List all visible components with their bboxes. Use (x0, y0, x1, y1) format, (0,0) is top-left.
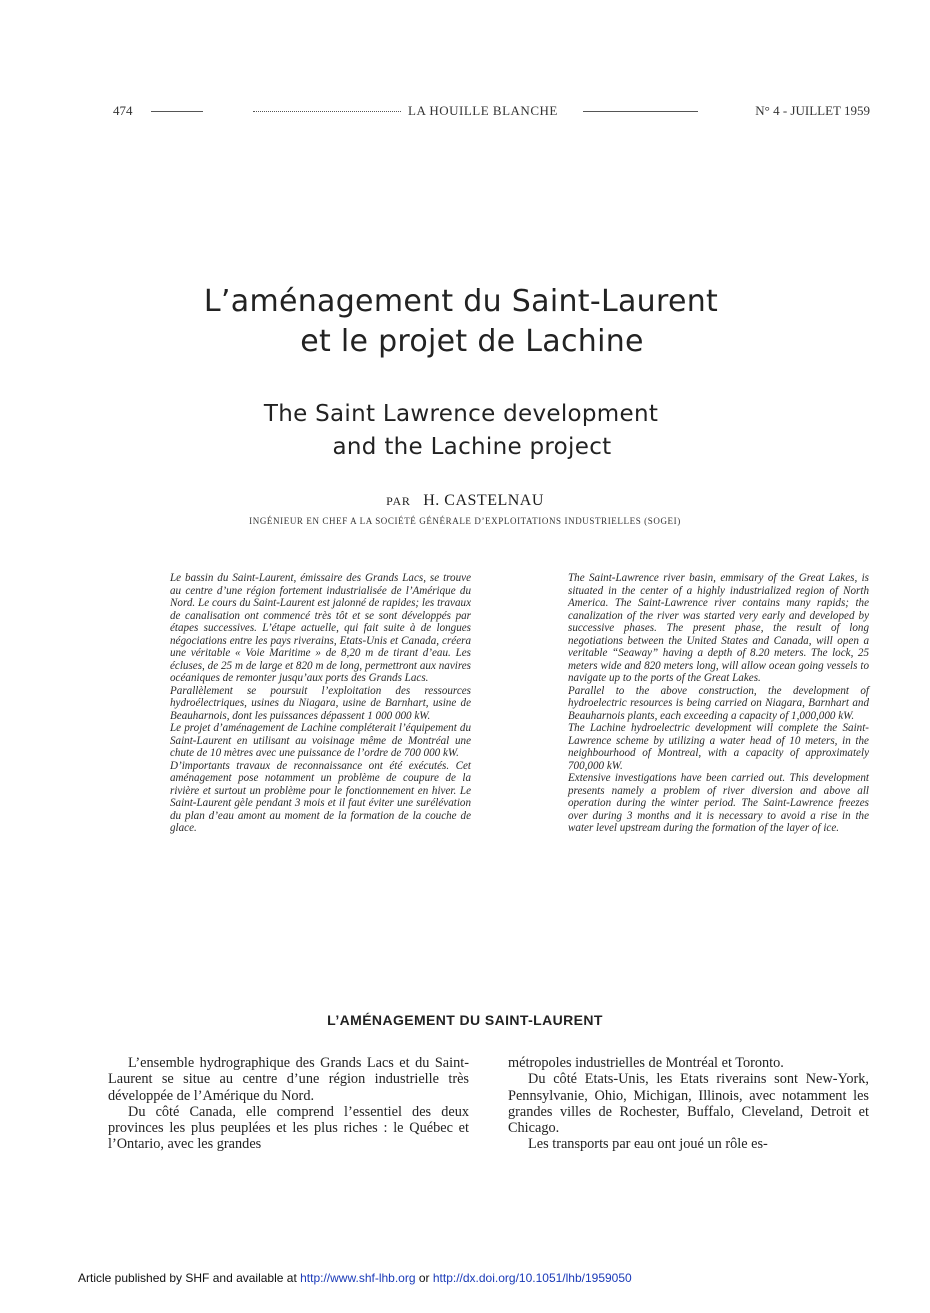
footer-text: Article published by SHF and available at (78, 1271, 301, 1285)
publication-footer (78, 1271, 632, 1285)
abstract-english-paragraph: Parallel to the above construction, the development of hydroelectric resources is being carried on Niagara, Barnhart and Beauharnois plants, each exceeding a capacity of 1,000,000 kW. (568, 684, 869, 722)
issue-label: N° 4 - JUILLET 1959 (755, 103, 870, 118)
abstract-english-paragraph: The Lachine hydroelectric development will complete the Saint-Lawrence scheme by utilizing a water head of 10 meters, in the neighbourhood of Montreal, with a capacity of approximately 700,000 kW. (568, 722, 869, 772)
header-rule (583, 111, 698, 112)
body-paragraph: Du côté Etats-Unis, les Etats riverains sont New-York, Pennsylvanie, Ohio, Michigan, Illinois, avec notamment les grandes villes de Rochester, Buffalo, Cleveland, Detroit et Chicago. (508, 1071, 869, 1137)
footer-link-shf[interactable]: http://www.shf-lhb.org (300, 1271, 416, 1285)
body-paragraph: métropoles industrielles de Montréal et Toronto. (508, 1055, 784, 1071)
abstract-english (568, 572, 869, 835)
body-paragraph: L’ensemble hydrographique des Grands Lacs et du Saint-Laurent se situe au centre d’une région industrielle très développée de l’Amérique du Nord. (108, 1055, 469, 1104)
author-prefix: PAR (386, 494, 411, 508)
abstract-french-paragraph: Le bassin du Saint-Laurent, émissaire des Grands Lacs, se trouve au centre d’une région fortement industrialisée de l’Amérique du Nord. Le cours du Saint-Laurent est jalonné de rapides; les travaux de canalisation ont commencé très tôt et se sont développés par étapes successives. L’étape actuelle, qui fait suite à de longues négociations entre les pays riverains, Etats-Unis et Canada, créera une véritable « Voie Maritime » de 8,20 m de tirant d’eau. Les écluses, de 25 m de large et 820 m de long, permettront aux navires océaniques de remonter jusqu’aux ports des Grands Lacs. (170, 572, 471, 684)
header-rule (151, 111, 203, 112)
abstract-french-paragraph: Parallèlement se poursuit l’exploitation des ressources hydroélectriques, usines du Niagara, usine de Barnhart, usine de Beauharnois, dont les puissances dépassent 1 000 000 kW. (170, 684, 471, 722)
page-number: 474 (113, 103, 133, 118)
abstract-english-paragraph: The Saint-Lawrence river basin, emmisary of the Great Lakes, is situated in the center of a highly industrialized region of North America. The Saint-Lawrence river contains many rapids; the canalization of the river was started very early and developed by successive phases. The present phase, the result of long negotiations between the United States and Canada, will open a veritable “Seaway” having a depth of 8.20 meters. The lock, 25 meters wide and 820 meters long, will allow ocean going vessels to navigate up to the ports of the Great Lakes. (568, 572, 869, 684)
journal-name: LA HOUILLE BLANCHE (408, 103, 558, 118)
body-column-right (508, 1055, 869, 1153)
title-french-line-2: et le projet de Lachine (300, 324, 644, 359)
header-rule (253, 111, 401, 112)
author-line (0, 492, 930, 510)
title-french (0, 282, 930, 362)
body-paragraph: Du côté Canada, elle comprend l’essentiel des deux provinces les plus peuplées et les plus riches : le Québec et l’Ontario, avec les grandes (108, 1103, 469, 1153)
abstract-french (170, 572, 471, 835)
body-column-left (108, 1055, 469, 1153)
section-title: L’AMÉNAGEMENT DU SAINT-LAURENT (327, 1012, 603, 1028)
footer-text: or (415, 1271, 433, 1285)
author-affiliation: INGÉNIEUR EN CHEF A LA SOCIÉTÉ GÉNÉRALE D’EXPLOITATIONS INDUSTRIELLES (SOGEI) (249, 516, 681, 526)
title-english (0, 398, 930, 464)
author-name: H. CASTELNAU (423, 492, 544, 509)
abstract-french-paragraph: D’importants travaux de reconnaissance ont été exécutés. Cet aménagement pose notamment un problème de coupure de la rivière et surtout un problème pour le fonctionnement en hiver. Le Saint-Laurent gèle pendant 3 mois et il faut éviter une surélévation du plan d’eau amont au moment de la formation de la couche de glace. (170, 759, 471, 834)
body-paragraph: Les transports par eau ont joué un rôle es- (528, 1136, 768, 1153)
footer-link-doi[interactable]: http://dx.doi.org/10.1051/lhb/1959050 (432, 1271, 632, 1285)
title-english-line-1: The Saint Lawrence development (263, 401, 659, 427)
abstract-english-paragraph: Extensive investigations have been carried out. This development presents namely a problem of river diversion and above all operation during the winter period. The Saint-Lawrence freezes over during 3 months and it is necessary to avoid a rise in the water level upstream during the formation of the layer of ice. (568, 772, 869, 834)
title-english-line-2: and the Lachine project (332, 434, 612, 460)
abstract-french-paragraph: Le projet d’aménagement de Lachine compléterait l’équipement du Saint-Laurent en utilisant au voisinage même de Montréal une chute de 10 mètres avec une puissance de l’ordre de 700 000 kW. (170, 722, 471, 759)
running-head (113, 100, 870, 122)
title-french-line-1: L’aménagement du Saint-Laurent (203, 284, 719, 319)
